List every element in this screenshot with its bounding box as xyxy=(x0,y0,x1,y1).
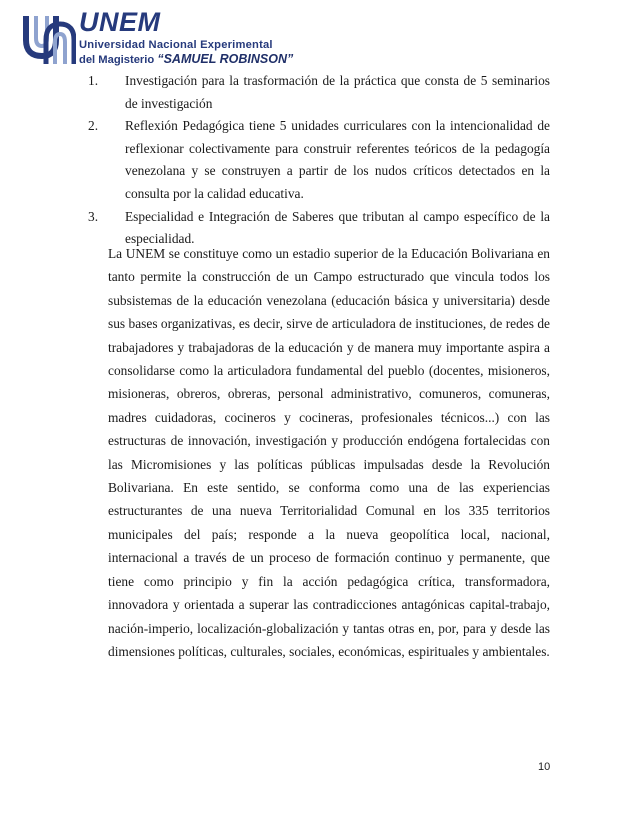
curricular-list xyxy=(88,70,550,251)
list-item xyxy=(88,115,550,205)
list-text: Reflexión Pedagógica tiene 5 unidades curriculares con la intencionalidad de reflexionar colectivamente para construir referentes teóricos de la pedagogía venezolana y se construyen a partir de los nudos críticos detectados en la consulta por la calidad educativa. xyxy=(125,118,550,201)
list-number: 3. xyxy=(88,208,99,224)
logo-title: UNEM xyxy=(79,7,161,37)
body-paragraph: La UNEM se constituye como un estadio superior de la Educación Bolivariana en tanto permite la construcción de un Campo estructurado que vincula todos los subsistemas de la educación venezolana (educación básica y universitaria) desde sus bases organizativas, es decir, sirve de articuladora de instituciones, de redes de trabajadores y trabajadoras de la educación y de manera muy importante aspira a consolidarse como la articuladora fundamental del pueblo (docentes, misioneros, misioneras, obreros, obreras, personal administrativo, comuneros, comuneras, madres cuidadoras, cocineros y cocineras, profesionales técnicos...) con las estructuras de innovación, investigación y producción endógena fortalecidas con las Micromisiones y las políticas públicas impulsadas desde la Revolución Bolivariana. En este sentido, se conforma como una de las experiencias estructurantes de una nueva Territorialidad Comunal en los 335 territorios municipales del país; responde a la nueva geopolítica local, nacional, internacional a través de un proceso de formación continuo y permanente, que tiene como principio y fin la acción pedagógica crítica, transformadora, innovadora y orientada a superar las contradicciones antagónicas capital-trabajo, nación-imperio, localización-globalización y tantas otras en, por, para y desde las dimensiones políticas, culturales, sociales, económicas, espirituales y ambientales. xyxy=(108,246,550,659)
page-header xyxy=(22,7,322,68)
list-item xyxy=(88,70,550,115)
list-number: 1. xyxy=(88,73,99,88)
list-text: Investigación para la trasformación de la práctica que consta de 5 seminarios de investigación xyxy=(125,73,550,111)
logo-magisterio-line xyxy=(79,52,293,66)
page-number: 10 xyxy=(538,761,551,773)
logo-samuel-robinson: “SAMUEL ROBINSON” xyxy=(157,52,294,66)
unem-logo-icon xyxy=(22,10,76,68)
logo-university-name: Universidad Nacional Experimental xyxy=(79,39,273,51)
list-text: Especialidad e Integración de Saberes que tributan al campo específico de la especialidad. xyxy=(125,208,550,247)
list-number: 2. xyxy=(88,118,99,134)
logo-magisterio-prefix: del Magisterio xyxy=(79,54,158,66)
